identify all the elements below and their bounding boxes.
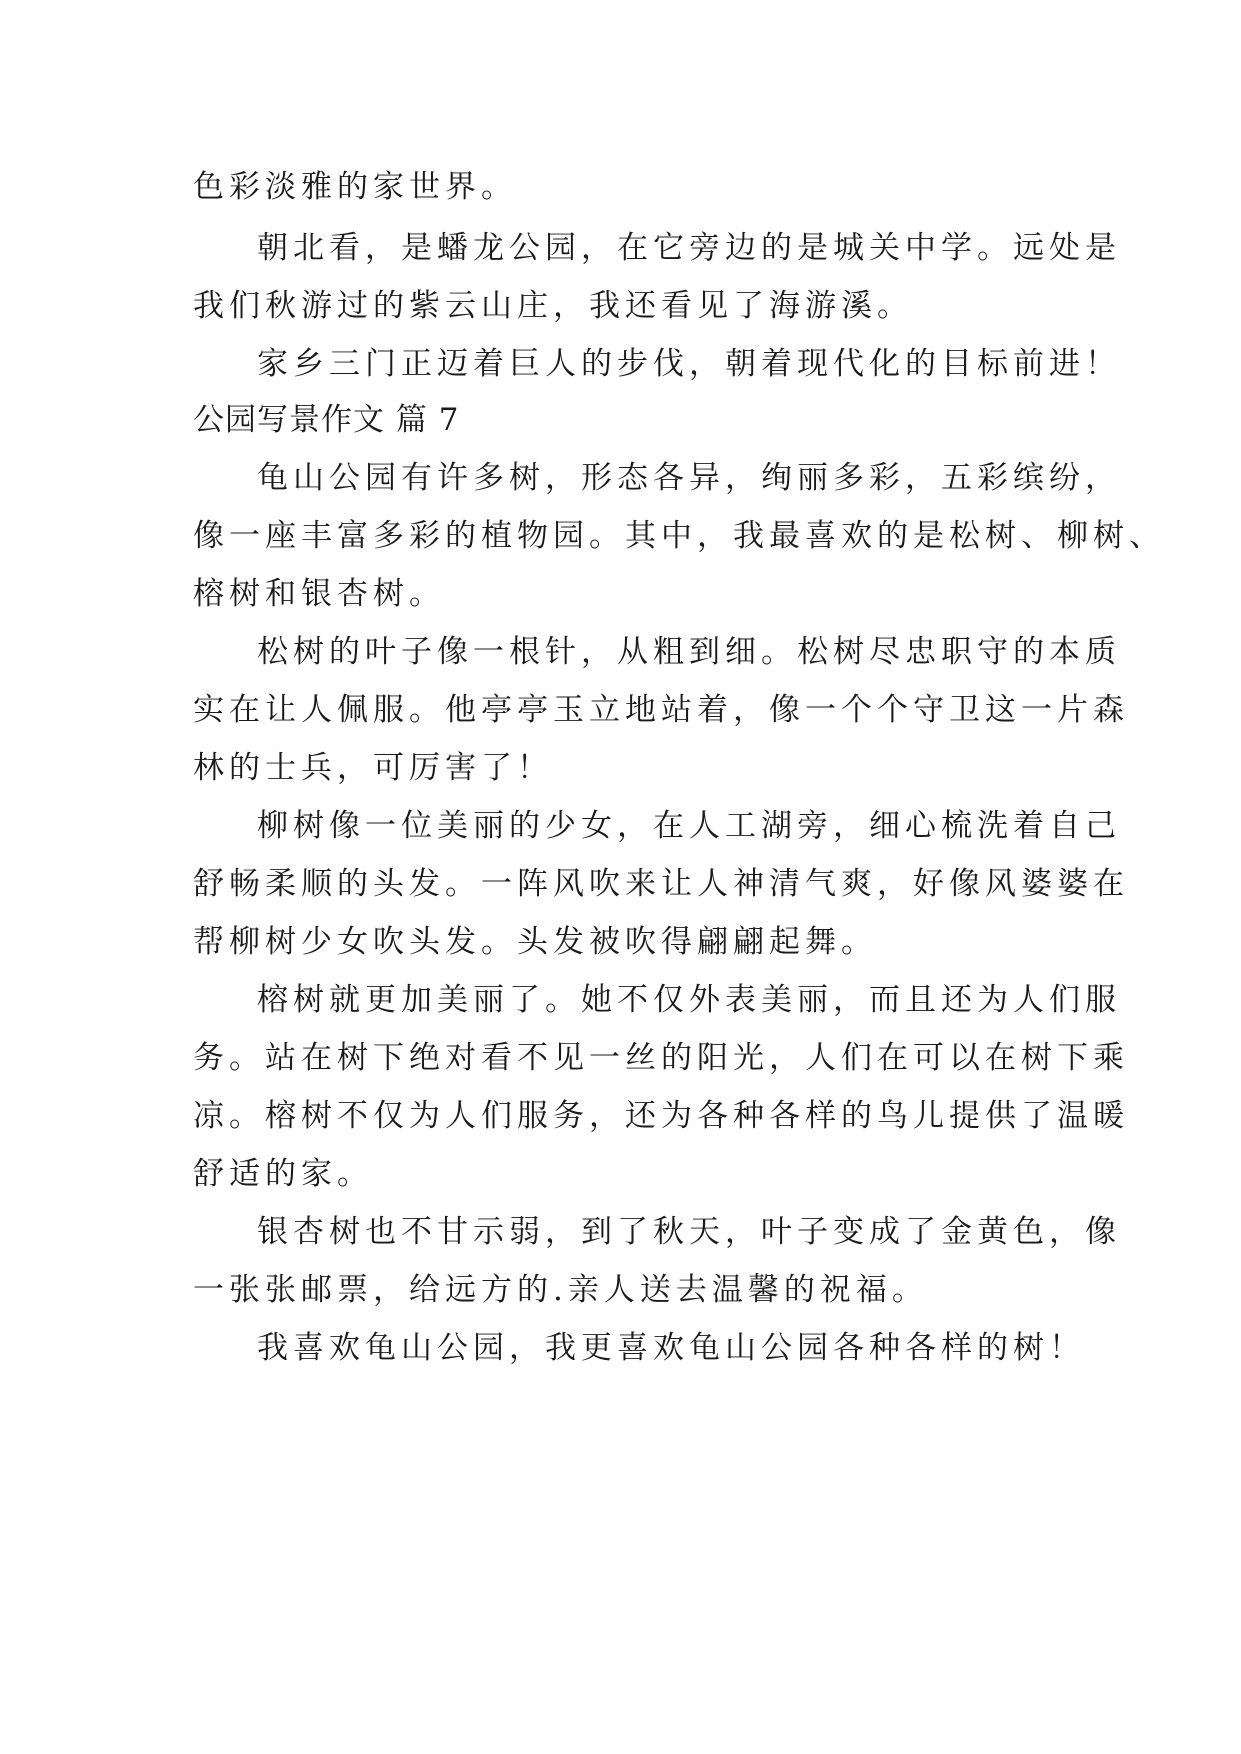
paragraph-line: 朝北看，是蟠龙公园，在它旁边的是城关中学。远处是 <box>257 230 1121 266</box>
paragraph-line: 务。站在树下绝对看不见一丝的阳光，人们在可以在树下乘 <box>193 1040 1129 1076</box>
paragraph-line: 像一座丰富多彩的植物园。其中，我最喜欢的是松树、柳树、 <box>193 518 1165 554</box>
paragraph-line: 榕树和银杏树。 <box>193 576 445 612</box>
paragraph-line: 我们秋游过的紫云山庄，我还看见了海游溪。 <box>193 288 913 324</box>
paragraph-line: 我喜欢龟山公园，我更喜欢龟山公园各种各样的树！ <box>257 1330 1085 1366</box>
paragraph-line: 实在让人佩服。他亭亭玉立地站着，像一个个守卫这一片森 <box>193 692 1129 728</box>
paragraph-line: 色彩淡雅的家世界。 <box>193 169 517 205</box>
paragraph-line: 凉。榕树不仅为人们服务，还为各种各样的鸟儿提供了温暖 <box>193 1098 1129 1134</box>
paragraph-line: 松树的叶子像一根针，从粗到细。松树尽忠职守的本质 <box>257 634 1121 670</box>
paragraph-line: 龟山公园有许多树，形态各异，绚丽多彩，五彩缤纷， <box>257 460 1121 496</box>
paragraph-line: 帮柳树少女吹头发。头发被吹得翩翩起舞。 <box>193 924 877 960</box>
paragraph-line: 舒畅柔顺的头发。一阵风吹来让人神清气爽，好像风婆婆在 <box>193 866 1129 902</box>
paragraph-line: 一张张邮票，给远方的.亲人送去温馨的祝福。 <box>193 1272 928 1308</box>
paragraph-line: 家乡三门正迈着巨人的步伐，朝着现代化的目标前进！ <box>257 346 1121 382</box>
paragraph-line: 林的士兵，可厉害了！ <box>193 750 553 786</box>
paragraph-line: 柳树像一位美丽的少女，在人工湖旁，细心梳洗着自己 <box>257 808 1121 844</box>
paragraph-line: 银杏树也不甘示弱，到了秋天，叶子变成了金黄色，像 <box>257 1214 1121 1250</box>
section-heading: 公园写景作文 篇 7 <box>193 402 460 438</box>
paragraph-line: 舒适的家。 <box>193 1156 373 1192</box>
paragraph-line: 榕树就更加美丽了。她不仅外表美丽，而且还为人们服 <box>257 982 1121 1018</box>
